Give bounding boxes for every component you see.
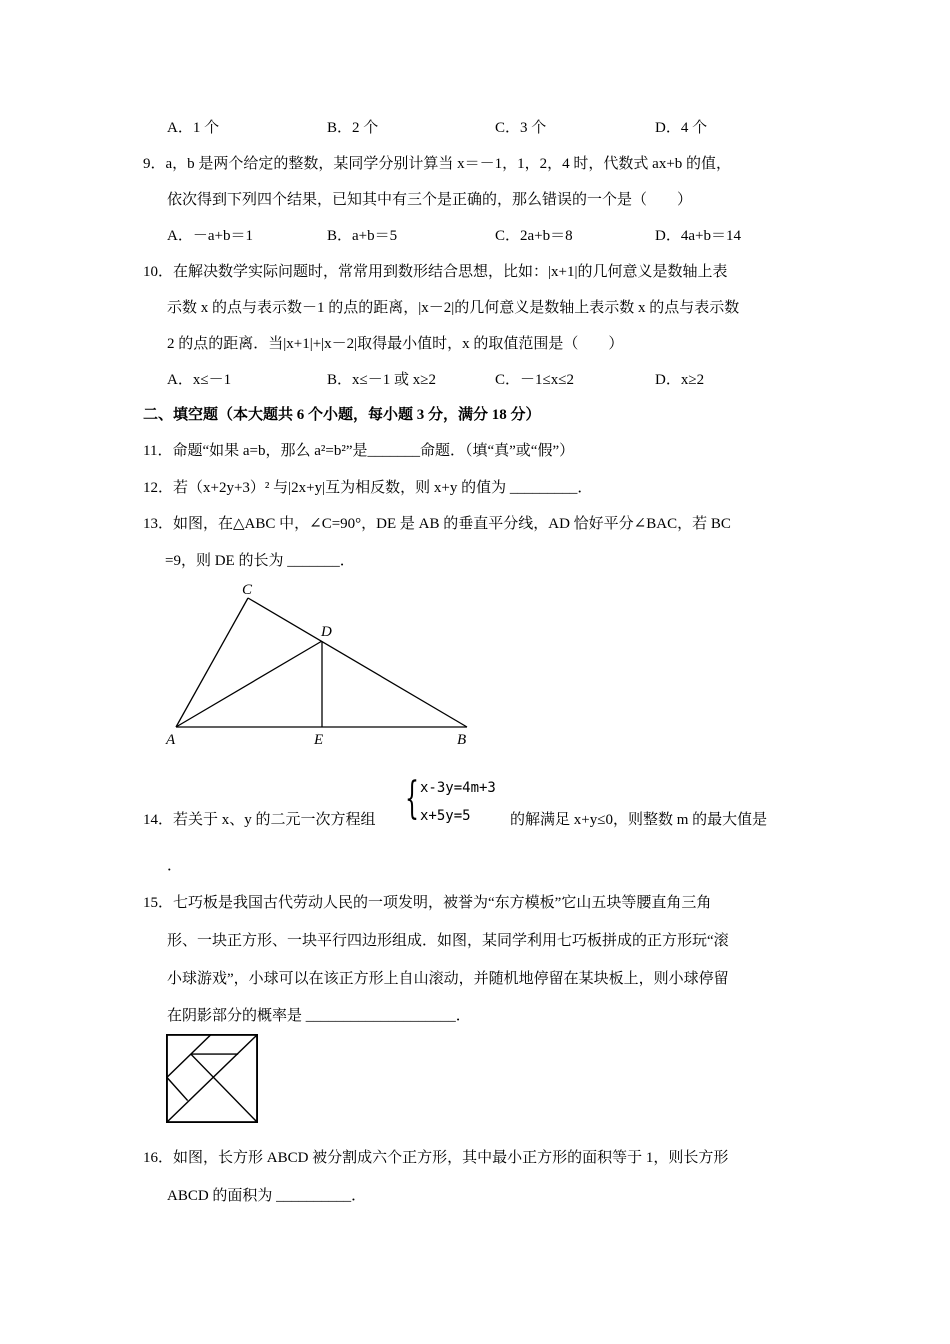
q9-option-d: D．4a+b＝14 [655, 228, 741, 244]
q13-line2: =9，则 DE 的长为 _______． [165, 553, 355, 569]
q8-option-b: B．2 个 [327, 120, 379, 136]
q8-option-d: D．4 个 [655, 120, 708, 136]
label-b: B [457, 732, 467, 748]
q8-option-a: A．1 个 [167, 120, 220, 136]
q14-prefix: 14．若关于 x、y 的二元一次方程组 [143, 812, 376, 828]
equation-2: x+5y=5 [420, 808, 471, 824]
q10-option-d: D．x≥2 [655, 372, 705, 388]
q9-line1: 9．a，b 是两个给定的整数，某同学分别计算当 x＝－1，1，2，4 时，代数式 ax+b 的值， [143, 156, 732, 172]
q10-line3: 2 的点的距离．当|x+1|+|x－2|取得最小值时，x 的取值范围是（ ） [167, 336, 624, 352]
segment-cb [248, 598, 467, 727]
q12: 12．若（x+2y+3）² 与|2x+y|互为相反数，则 x+y 的值为 _________． [143, 480, 593, 496]
q9-line2: 依次得到下列四个结果，已知其中有三个是正确的，那么错误的一个是（ ） [167, 192, 693, 208]
q16-line2: ABCD 的面积为 __________． [167, 1188, 367, 1204]
q14-suffix: 的解满足 x+y≤0，则整数 m 的最大值是 [510, 812, 768, 828]
q8-option-c: C．3 个 [495, 120, 547, 136]
q10-option-c: C．－1≤x≤2 [495, 372, 574, 388]
q9-option-b: B．a+b＝5 [327, 228, 398, 244]
q9-option-a: A．－a+b＝1 [167, 228, 253, 244]
q10-line1: 10．在解决数学实际问题时，常常用到数形结合思想，比如：|x+1|的几何意义是数轴上表 [143, 264, 728, 280]
triangle-figure [160, 578, 480, 753]
q15-line4: 在阴影部分的概率是 ____________________． [167, 1008, 471, 1024]
q9-option-c: C．2a+b＝8 [495, 228, 573, 244]
tangram-line [167, 1077, 188, 1100]
label-c: C [242, 582, 253, 598]
q14-line2: ． [167, 858, 183, 874]
q15-line2: 形、一块正方形、一块平行四边形组成．如图，某同学利用七巧板拼成的正方形玩“滚 [167, 933, 729, 949]
q10-line2: 示数 x 的点与表示数－1 的点的距离，|x－2|的几何意义是数轴上表示数 x 的点与表示数 [167, 300, 740, 316]
label-e: E [314, 732, 324, 748]
segment-ac [176, 598, 248, 727]
q13-line1: 13．如图，在△ABC 中，∠C=90°，DE 是 AB 的垂直平分线，AD 恰好平分∠BAC，若 BC [143, 516, 731, 532]
tangram-figure [166, 1034, 258, 1123]
equation-1: x-3y=4m+3 [420, 780, 496, 796]
q10-option-b: B．x≤－1 或 x≥2 [327, 372, 436, 388]
equation-brace: { [405, 773, 419, 824]
label-a: A [166, 732, 176, 748]
q11: 11．命题“如果 a=b，那么 a²=b²”是_______命题．（填“真”或“假”） [143, 443, 575, 459]
segment-ad [176, 641, 322, 727]
tangram-line [167, 1035, 211, 1077]
section-title: 二、填空题（本大题共 6 个小题，每小题 3 分，满分 18 分） [143, 407, 541, 423]
q10-option-a: A．x≤－1 [167, 372, 232, 388]
q15-line1: 15．七巧板是我国古代劳动人民的一项发明，被誉为“东方模板”它山五块等腰直角三角 [143, 895, 712, 911]
q15-line3: 小球游戏”，小球可以在该正方形上自山滚动，并随机地停留在某块板上，则小球停留 [167, 971, 729, 987]
q16-line1: 16．如图，长方形 ABCD 被分割成六个正方形，其中最小正方形的面积等于 1，则长方形 [143, 1150, 729, 1166]
label-d: D [321, 624, 332, 640]
tangram-line [191, 1054, 257, 1122]
